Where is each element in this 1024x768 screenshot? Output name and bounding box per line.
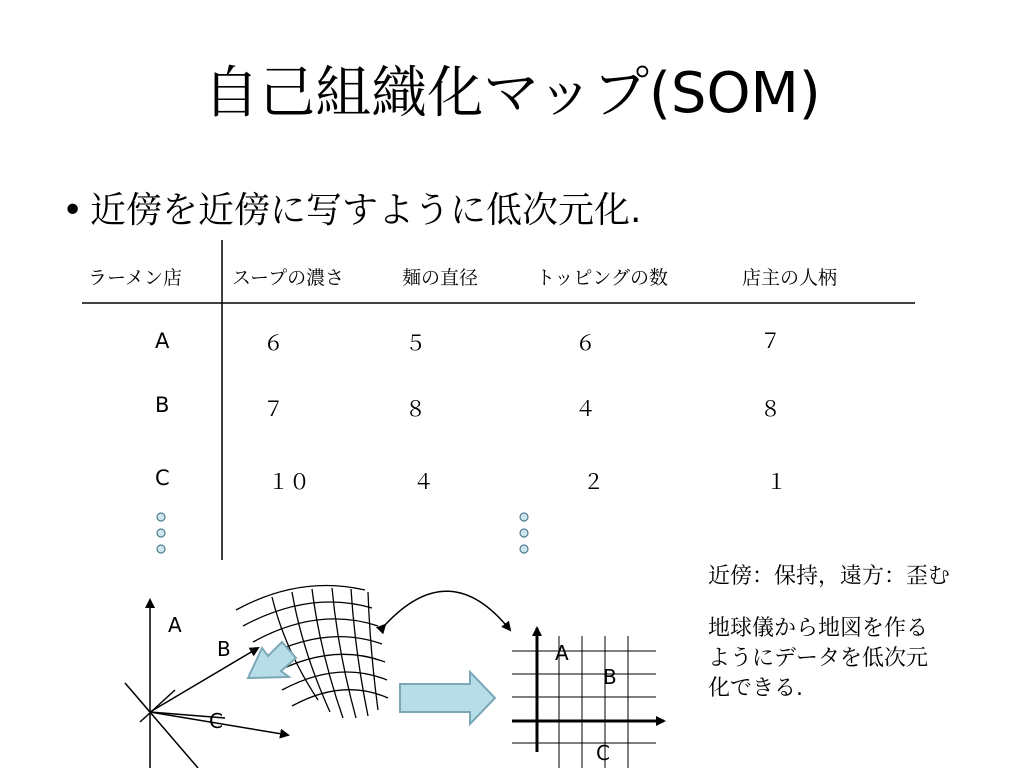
table-cell: ８: [760, 397, 781, 421]
right-label-a: A: [555, 641, 569, 665]
table-cell: ７: [263, 397, 284, 421]
table-header-shop: ラーメン店: [88, 267, 183, 289]
table-cell: ６: [575, 331, 596, 355]
table-row-label: B: [155, 393, 170, 417]
row-ellipsis-middle-icon: [520, 513, 528, 553]
bullet-text: 近傍を近傍に写すように低次元化.: [90, 190, 642, 231]
map-grid: [512, 636, 656, 768]
table-header-owner: 店主の人柄: [742, 267, 838, 289]
table-cell: ５: [405, 331, 426, 355]
table-cell: １０: [268, 470, 310, 494]
table-header-noodle: 麺の直径: [402, 267, 479, 289]
table-cell: １: [766, 470, 787, 494]
row-ellipsis-left-icon: [157, 513, 165, 553]
table-header-topping: トッピングの数: [536, 267, 669, 289]
table-cell: ６: [263, 331, 284, 355]
note-line: 地球儀から地図を作る: [708, 616, 929, 641]
curved-grid-net: [236, 586, 388, 719]
table-header-soup: スープの濃さ: [232, 267, 345, 289]
note-line: ようにデータを低次元: [708, 646, 929, 671]
table-cell: ７: [760, 329, 781, 353]
note-line: 化できる.: [708, 676, 803, 701]
right-label-c: C: [596, 741, 610, 765]
bullet-dot-icon: •: [62, 190, 84, 231]
table-cell: ８: [405, 397, 426, 421]
table-row-label: A: [155, 329, 170, 353]
map-arrow-icon: [400, 672, 495, 724]
table-cell: ４: [575, 397, 596, 421]
table-cell: ２: [583, 470, 604, 494]
correspondence-arrow-icon: [385, 591, 510, 630]
table-cell: ４: [413, 470, 434, 494]
slide-title: 自己組織化マップ(SOM): [203, 61, 821, 126]
high-dim-axes: [125, 600, 288, 768]
left-label-b: B: [217, 637, 231, 661]
map-axes: [512, 628, 664, 752]
note-neighborhood: 近傍：保持，遠方：歪む: [708, 564, 951, 589]
left-label-a: A: [168, 613, 182, 637]
right-label-b: B: [603, 665, 617, 689]
left-label-c: C: [209, 709, 223, 733]
table-row-label: C: [155, 466, 170, 490]
